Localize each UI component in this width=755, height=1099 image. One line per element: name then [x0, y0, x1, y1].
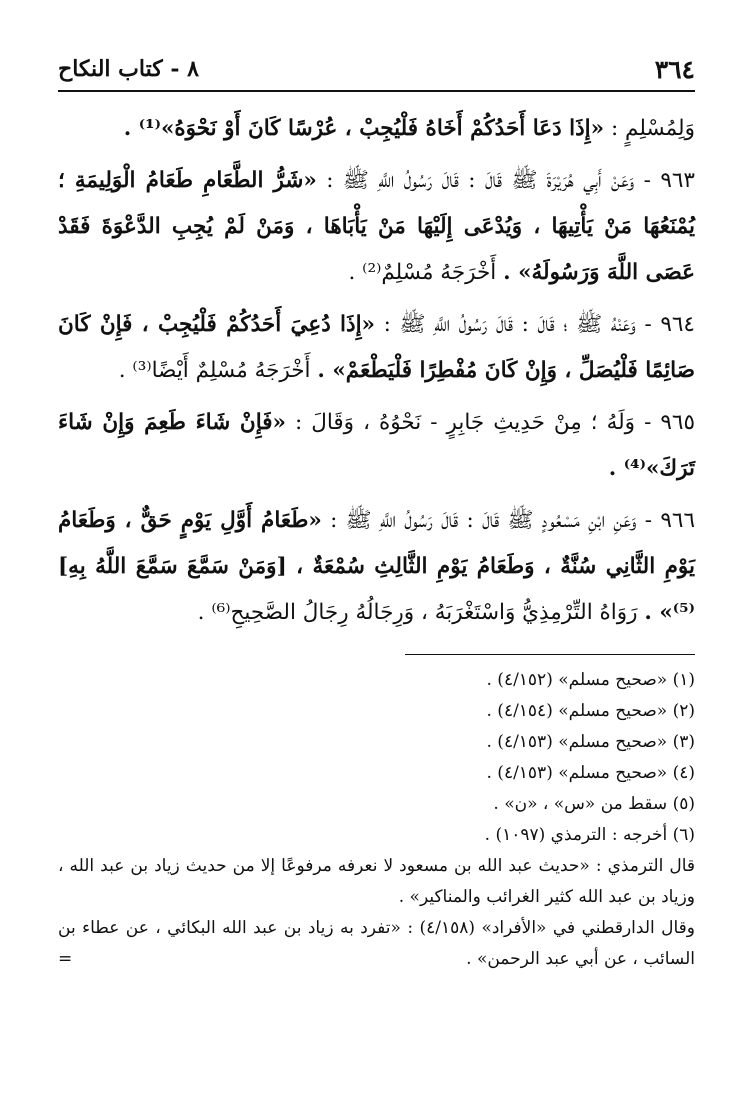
footnote: (١) «صحيح مسلم» (٤/١٥٢) . [486, 670, 695, 690]
footnote-note: قال الترمذي : «حديث عبد الله بن مسعود لا نعرفه مرفوعًا إلا من حديث زياد بن عبد الله ، وزياد بن عبد الله كثير الغرائب والمناكير» . [58, 856, 695, 907]
hadith-number: ٩٦٦ - [644, 508, 695, 533]
footnote: (٦) أخرجه : الترمذي (١٠٩٧) . [484, 825, 695, 845]
hadith-text: «فَإِنْ شَاءَ طَعِمَ وَإِنْ شَاءَ تَرَكَ»⁽⁴⁾ . [58, 410, 695, 481]
chapter-title: ٨ - كتاب النكاح [58, 56, 199, 82]
footnote: (٤) «صحيح مسلم» (٤/١٥٣) . [486, 763, 695, 783]
hadith-number: ٩٦٣ - [643, 168, 695, 193]
footnote-note [58, 913, 695, 975]
hadith-number: ٩٦٥ - [644, 410, 696, 435]
hadith-965 [58, 400, 695, 492]
hadith-966 [58, 498, 695, 636]
hadith-964 [58, 302, 695, 394]
hadith-number: ٩٦٤ - [644, 312, 695, 337]
page-header [58, 48, 695, 92]
footnotes [58, 665, 695, 975]
hadith-isnad: وَعَنْ أَبِي هُرَيْرَةَ ﷺ قَالَ : قَالَ رَسُولُ اللَّهِ ﷺ : [326, 168, 635, 193]
hadith-isnad: وَلَهُ ؛ مِنْ حَدِيثِ جَابِرٍ - نَحْوُهُ ، وَقَالَ : [294, 410, 636, 435]
hadith-source: أَخْرَجَهُ مُسْلِمٌ أَيْضًا⁽³⁾ . [118, 358, 311, 383]
footnote: (٣) «صحيح مسلم» (٤/١٥٣) . [486, 732, 695, 752]
hadith-text: «إِذَا دُعِيَ أَحَدُكُمْ فَلْيُجِبْ ، فَإِنْ كَانَ صَائِمًا فَلْيُصَلِّ ، وَإِنْ كَانَ مُفْطِرًا فَلْيَطْعَمْ» . [58, 312, 695, 383]
main-text [58, 106, 695, 636]
paragraph-intro-lead: وَلِمُسْلِمٍ : [610, 116, 695, 141]
hadith-text: «طَعَامُ أَوَّلِ يَوْمٍ حَقٌّ ، وَطَعَامُ يَوْمِ الثَّانِي سُنَّةٌ ، وَطَعَامُ يَوْمِ الثَّالِثِ سُمْعَةٌ ، [وَمَنْ سَمَّعَ سَمَّعَ اللَّهُ بِهِ]⁽⁵⁾» . [58, 508, 695, 625]
continuation-mark: = [58, 949, 73, 969]
footnote: (٢) «صحيح مسلم» (٤/١٥٤) . [486, 701, 695, 721]
hadith-text: «شَرُّ الطَّعَامِ طَعَامُ الْوَلِيمَةِ ؛ يُمْنَعُهَا مَنْ يَأْتِيهَا ، وَيُدْعَى إِلَيْهَا مَنْ يَأْبَاهَا ، وَمَنْ لَمْ يُجِبِ الدَّعْوَةَ فَقَدْ عَصَى اللَّهَ وَرَسُولَهُ» . [58, 168, 695, 285]
hadith-text: «إِذَا دَعَا أَحَدُكُمْ أَخَاهُ فَلْيُجِبْ ، عُرْسًا كَانَ أَوْ نَحْوَهُ»⁽¹⁾ . [123, 116, 605, 141]
hadith-source: أَخْرَجَهُ مُسْلِمٌ⁽²⁾ . [348, 260, 497, 285]
page-number: ٣٦٤ [654, 54, 695, 84]
footnote-note-text: وقال الدارقطني في «الأفراد» (٤/١٥٨) : «تفرد به زياد بن عبد الله البكائي ، عن عطاء بن السائب ، عن أبي عبد الرحمن» . [58, 918, 696, 969]
footnote-separator [405, 654, 695, 655]
footnote: (٥) سقط من «س» ، «ن» . [493, 794, 695, 814]
hadith-isnad: وَعَنِ ابْنِ مَسْعُودٍ ﷺ قَالَ : قَالَ رَسُولُ اللَّهِ ﷺ : [330, 508, 637, 533]
hadith-source: رَوَاهُ التِّرْمِذِيُّ وَاسْتَغْرَبَهُ ، وَرِجَالُهُ رِجَالُ الصَّحِيحِ⁽⁶⁾ . [197, 600, 638, 625]
hadith-963 [58, 158, 695, 296]
hadith-isnad: وَعَنْهُ ﷺ ؛ قَالَ : قَالَ رَسُولُ اللَّهِ ﷺ : [383, 312, 636, 337]
paragraph-intro [58, 106, 695, 152]
